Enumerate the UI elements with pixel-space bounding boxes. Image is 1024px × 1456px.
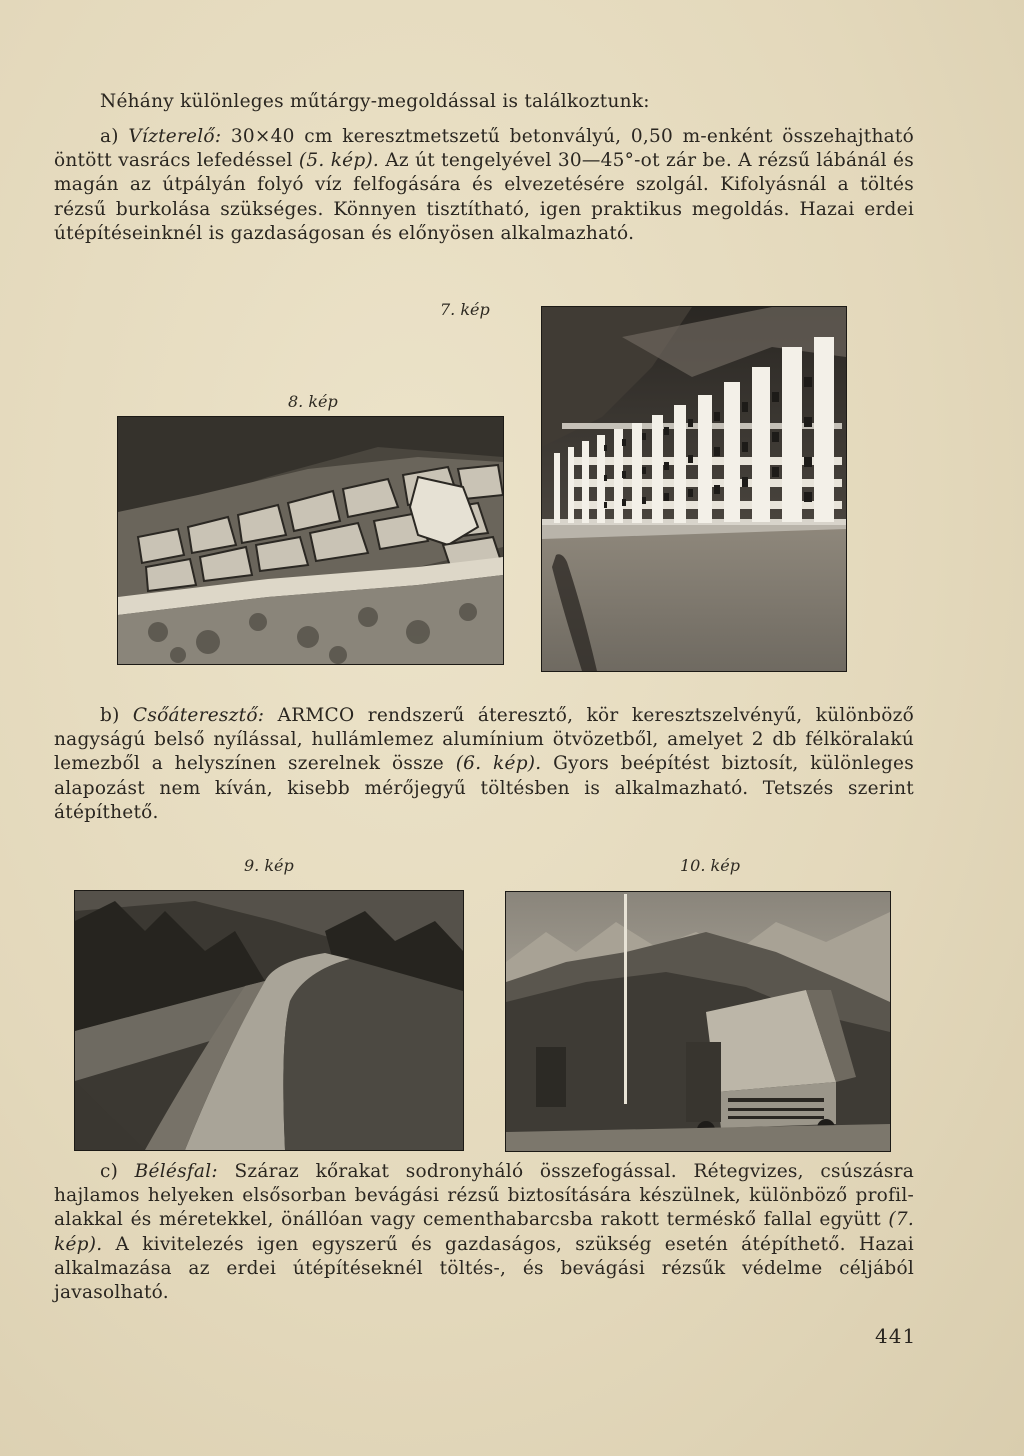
section-c-text-1: Száraz kőrakat sodronyháló összefogással. Rétegvizes, csúszásra hajlamos helyeken elsősorban bevágási rézsű biztosítására készülnek, különböző profil-alakkal és méretekkel, önállóan vagy cementhabarcsba rakott terméskő fallal együtt <box>54 1161 914 1231</box>
section-a-text-1: 30×40 cm keresztmetszetű betonvályú, 0,50 m-enként összehajtható öntött vasrács lefedéssel <box>54 126 914 172</box>
section-a-label: a) <box>100 126 119 147</box>
section-b-paragraph <box>54 704 914 825</box>
photo-fig7-crib-wall <box>541 306 847 672</box>
section-a-text-2: Az út tengelyével 30—45°-ot zár be. A rézsű lábánál és magán az útpályán folyó víz felfogására és elvezetésére szolgál. Kifolyásnál a töltés rézsű burkolása szükséges. Könnyen tisztítható, igen praktikus megoldás. Hazai erdei útépítéseinknél is gazdaságosan és előnyösen alkalmazható. <box>54 150 914 244</box>
photo-fig9-forest-road <box>74 890 464 1151</box>
photo-fig10-truck <box>505 891 891 1152</box>
section-a-ref: (5. kép). <box>298 150 380 172</box>
section-c-term: Bélésfal: <box>134 1161 218 1182</box>
section-c-ref: (7. kép). <box>54 1209 914 1255</box>
caption-fig9: 9. kép <box>244 856 294 875</box>
section-b-ref: (6. kép). <box>455 753 542 775</box>
section-a-paragraph <box>54 125 914 246</box>
section-b-label: b) <box>100 705 120 726</box>
intro-paragraph: Néhány különleges műtárgy-megoldással is találkoztunk: <box>100 91 650 112</box>
section-b-text-2: Gyors beépítést biztosít, különleges alapozást nem kíván, kisebb mérőjegyű töltésben is alkalmazható. Tetszés szerint átépíthető. <box>54 753 914 823</box>
caption-fig10: 10. kép <box>680 856 740 875</box>
section-a-term: Vízterelő: <box>128 126 222 147</box>
section-b-term: Csőáteresztő: <box>132 705 265 726</box>
section-b-text-1: ARMCO rendszerű áteresztő, kör keresztszelvényű, különböző nagyságú belső nyílással, hullámlemez alumínium ötvözetből, amelyet 2 db félköralakú lemezből a helyszínen szerelnek össze <box>54 705 914 775</box>
section-c-text-2: A kivitelezés igen egyszerű és gazdaságos, szükség esetén átépíthető. Hazai alkalmazása az erdei útépítéseknél töltés-, és bevágási rézsűk védelme céljából javasolható. <box>54 1233 914 1304</box>
caption-fig7: 7. kép <box>440 300 490 319</box>
section-c-paragraph <box>54 1160 914 1305</box>
page-number: 441 <box>875 1324 917 1348</box>
section-c-label: c) <box>100 1161 119 1182</box>
caption-fig8: 8. kép <box>288 392 338 411</box>
photo-fig8-stone-wall <box>117 416 504 665</box>
